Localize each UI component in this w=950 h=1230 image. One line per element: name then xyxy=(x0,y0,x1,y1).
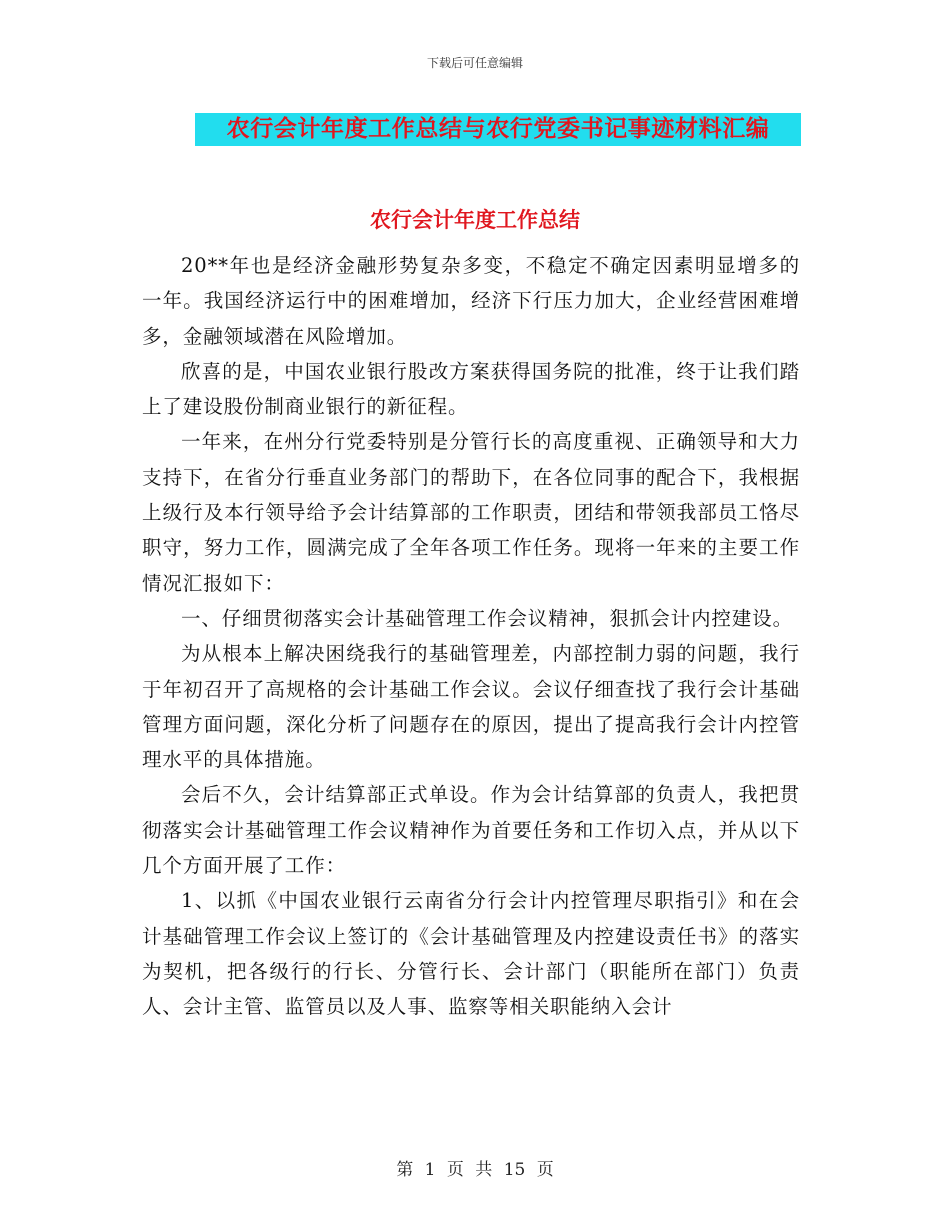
paragraph: 一年来，在州分行党委特别是分管行长的高度重视、正确领导和大力支持下，在省分行垂直业务部门的帮助下，在各位同事的配合下，我根据上级行及本行领导给予会计结算部的工作职责，团结和带领我部员工恪尽职守，努力工作，圆满完成了全年各项工作任务。现将一年来的主要工作情况汇报如下： xyxy=(142,430,800,595)
paragraph: 1、以抓《中国农业银行云南省分行会计内控管理尽职指引》和在会计基础管理工作会议上签订的《会计基础管理及内控建设责任书》的落实为契机，把各级行的行长、分管行长、会计部门（职能所在部门）负责人、会计主管、监管员以及人事、监察等相关职能纳入会计 xyxy=(142,889,800,1019)
page-header-note: 下载后可任意编辑 xyxy=(426,56,523,70)
paragraph: 一、仔细贯彻落实会计基础管理工作会议精神，狠抓会计内控建设。 xyxy=(181,606,794,630)
paragraph: 为从根本上解决困绕我行的基础管理差，内部控制力弱的问题，我行于年初召开了高规格的会计基础工作会议。会议仔细查找了我行会计基础管理方面问题，深化分析了问题存在的原因，提出了提高我行会计内控管理水平的具体措施。 xyxy=(142,642,800,772)
page-number-footer: 第 1 页 共 15 页 xyxy=(396,1160,554,1180)
body-text xyxy=(142,248,800,1025)
main-title: 农行会计年度工作总结与农行党委书记事迹材料汇编 xyxy=(226,116,770,142)
paragraph: 20**年也是经济金融形势复杂多变，不稳定不确定因素明显增多的一年。我国经济运行中的困难增加，经济下行压力加大，企业经营困难增多，金融领域潜在风险增加。 xyxy=(142,254,800,348)
paragraph: 欣喜的是，中国农业银行股改方案获得国务院的批准，终于让我们踏上了建设股份制商业银行的新征程。 xyxy=(142,359,800,419)
section-title: 农行会计年度工作总结 xyxy=(370,208,580,232)
paragraph: 会后不久，会计结算部正式单设。作为会计结算部的负责人，我把贯彻落实会计基础管理工作会议精神作为首要任务和工作切入点，并从以下几个方面开展了工作： xyxy=(142,783,800,878)
main-title-highlight xyxy=(195,113,801,146)
